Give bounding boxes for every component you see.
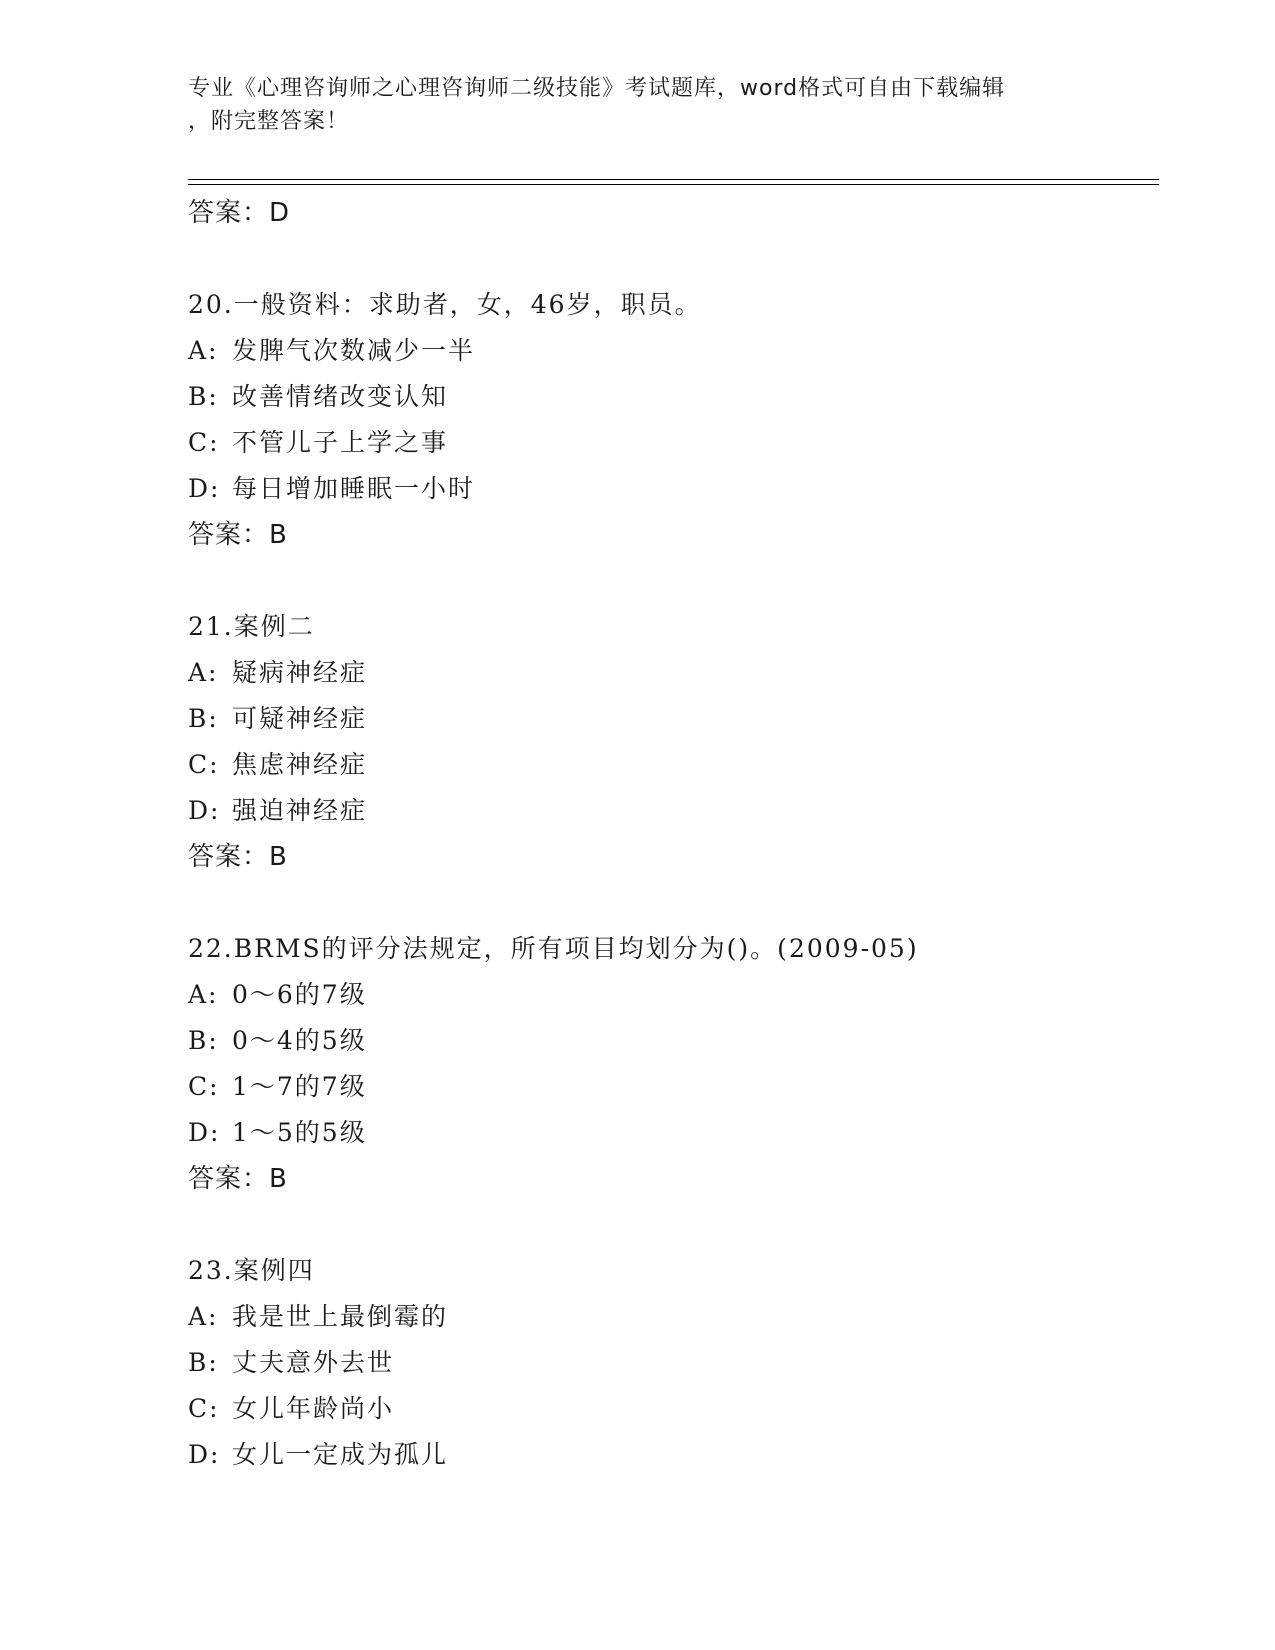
option-d xyxy=(188,1110,1148,1156)
option-text: 1～5的5级 xyxy=(232,1118,367,1147)
question-block xyxy=(188,1248,1148,1478)
option-letter: B: xyxy=(188,1348,219,1377)
option-text: 焦虑神经症 xyxy=(232,750,368,779)
answer-line: 答案：B xyxy=(188,520,288,550)
option-text: 我是世上最倒霉的 xyxy=(232,1302,449,1331)
answer-line: 答案：B xyxy=(188,842,288,872)
option-a xyxy=(188,972,1148,1018)
option-text: 0～6的7级 xyxy=(232,980,367,1009)
spacer xyxy=(188,880,1148,926)
question-block xyxy=(188,926,1148,1202)
option-letter: C: xyxy=(188,428,220,457)
option-c xyxy=(188,1386,1148,1432)
header-rule-bottom xyxy=(188,184,1159,185)
option-text: 发脾气次数减少一半 xyxy=(232,336,476,365)
option-letter: A: xyxy=(188,336,219,365)
option-text: 强迫神经症 xyxy=(232,796,368,825)
spacer xyxy=(188,558,1148,604)
option-letter: B: xyxy=(188,704,219,733)
option-letter: C: xyxy=(188,750,220,779)
option-letter: A: xyxy=(188,658,219,687)
option-letter: A: xyxy=(188,1302,219,1331)
option-a xyxy=(188,328,1148,374)
option-letter: D: xyxy=(188,796,221,825)
option-a xyxy=(188,1294,1148,1340)
option-text: 女儿一定成为孤儿 xyxy=(232,1440,449,1469)
option-letter: D: xyxy=(188,474,221,503)
option-b xyxy=(188,696,1148,742)
option-c xyxy=(188,742,1148,788)
option-letter: C: xyxy=(188,1394,220,1423)
header-line-1: 专业《心理咨询师之心理咨询师二级技能》考试题库，word格式可自由下载编辑 xyxy=(188,76,1006,101)
option-text: 可疑神经症 xyxy=(232,704,368,733)
option-text: 丈夫意外去世 xyxy=(232,1348,395,1377)
question-text: 20.一般资料：求助者，女，46岁，职员。 xyxy=(188,290,702,319)
answer-line: 答案：B xyxy=(188,1164,288,1194)
option-d xyxy=(188,1432,1148,1478)
option-text: 疑病神经症 xyxy=(232,658,368,687)
question-block xyxy=(188,604,1148,880)
option-text: 0～4的5级 xyxy=(232,1026,367,1055)
option-text: 1～7的7级 xyxy=(232,1072,367,1101)
option-d xyxy=(188,466,1148,512)
option-c xyxy=(188,1064,1148,1110)
question-text: 23.案例四 xyxy=(188,1256,315,1285)
option-letter: B: xyxy=(188,1026,219,1055)
document-header xyxy=(188,72,1088,138)
option-b xyxy=(188,1018,1148,1064)
option-letter: C: xyxy=(188,1072,220,1101)
spacer xyxy=(188,1202,1148,1248)
option-a xyxy=(188,650,1148,696)
answer-line: 答案：D xyxy=(188,198,291,228)
option-letter: B: xyxy=(188,382,219,411)
option-d xyxy=(188,788,1148,834)
question-text: 22.BRMS的评分法规定，所有项目均划分为()。(2009-05) xyxy=(188,934,919,963)
question-block xyxy=(188,282,1148,558)
question-list xyxy=(188,190,1148,1478)
option-b xyxy=(188,1340,1148,1386)
option-letter: D: xyxy=(188,1440,221,1469)
option-b xyxy=(188,374,1148,420)
question-text: 21.案例二 xyxy=(188,612,315,641)
spacer xyxy=(188,236,1148,282)
option-c xyxy=(188,420,1148,466)
option-text: 不管儿子上学之事 xyxy=(232,428,449,457)
header-rule-top xyxy=(188,179,1159,180)
option-text: 每日增加睡眠一小时 xyxy=(232,474,476,503)
option-letter: D: xyxy=(188,1118,221,1147)
header-line-2: ，附完整答案！ xyxy=(188,109,350,134)
option-letter: A: xyxy=(188,980,219,1009)
option-text: 女儿年龄尚小 xyxy=(232,1394,395,1423)
option-text: 改善情绪改变认知 xyxy=(232,382,449,411)
